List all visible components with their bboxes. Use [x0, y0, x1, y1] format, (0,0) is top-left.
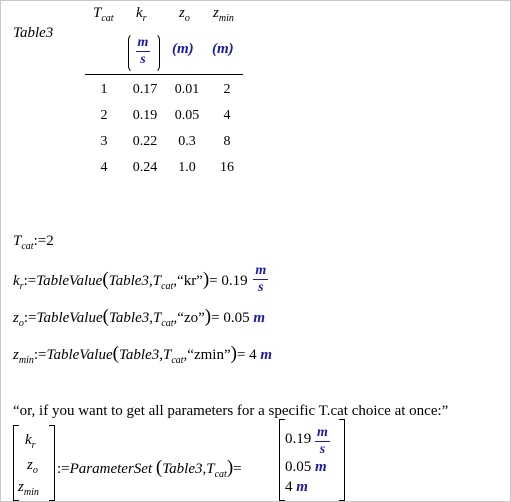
- table-row: [85, 77, 247, 103]
- kr-result-unit: [253, 263, 268, 296]
- vec-zo-sub: o: [32, 465, 38, 476]
- func-name: ParameterSet: [69, 461, 153, 477]
- unit-kr-fraction: [136, 35, 151, 68]
- header-zo-sub: o: [184, 13, 190, 24]
- header-zmin-base: z: [213, 5, 219, 21]
- table-cell[interactable]: 8: [223, 134, 231, 149]
- assign-tcat[interactable]: [13, 233, 54, 250]
- header-tcat-base: T: [93, 5, 102, 21]
- table-cell[interactable]: 16: [220, 160, 234, 175]
- arg-string: “zmin”: [187, 347, 231, 363]
- result-zo: [285, 459, 327, 476]
- zo-result-unit: m: [253, 310, 265, 326]
- table-name[interactable]: Table3: [13, 25, 54, 41]
- vector-left-bracket-close: [49, 425, 55, 501]
- table-divider: [85, 74, 243, 75]
- arg-table: Table3: [162, 461, 203, 477]
- result-kr: [285, 423, 330, 456]
- table-cell[interactable]: 1.0: [178, 160, 196, 175]
- arg-t: T: [152, 272, 162, 289]
- header-kr-sub: r: [142, 13, 147, 24]
- arg-table: Table3: [118, 347, 160, 363]
- table-values[interactable]: [85, 77, 247, 181]
- result-kr-unit-den: s: [319, 442, 326, 457]
- vec-zmin-base: z: [18, 479, 24, 495]
- assign-operator: :=: [33, 233, 47, 249]
- result-zo-unit: m: [315, 459, 327, 475]
- func-name: TableValue: [46, 347, 113, 363]
- table-cell[interactable]: 4: [100, 160, 108, 175]
- zmin-definition[interactable]: $z_{min}:=TableValue(Table3,T_{cat},“zmin”)= 4$ m: [13, 343, 273, 366]
- close-paren: ): [226, 457, 234, 478]
- header-zo: [179, 5, 190, 22]
- open-paren: (: [102, 306, 109, 327]
- arg-t: T: [162, 347, 172, 363]
- header-tcat-sub: cat: [101, 13, 114, 24]
- zo-lhs-sub: o: [18, 318, 24, 329]
- assign-tcat-lhs: T: [13, 233, 22, 249]
- open-paren: (: [112, 343, 119, 364]
- open-paren: (: [155, 457, 163, 478]
- result-zmin-value: 4: [285, 479, 293, 495]
- table-cell[interactable]: 0.3: [178, 134, 196, 149]
- result-zo-value: 0.05: [285, 459, 312, 475]
- func-name: TableValue: [36, 310, 103, 326]
- table-cell[interactable]: 2: [100, 108, 108, 123]
- table-cell[interactable]: 0.01: [174, 82, 200, 97]
- table-row: [85, 129, 247, 155]
- assign-tcat-value: 2: [46, 233, 54, 249]
- vector-item-zmin: [18, 479, 39, 496]
- zmin-lhs-sub: min: [18, 355, 34, 366]
- vector-item-zo: [27, 457, 38, 474]
- header-zmin-sub: min: [218, 13, 234, 24]
- zo-lhs: z: [13, 310, 19, 326]
- header-zmin: [213, 5, 234, 22]
- header-kr-base: k: [136, 5, 143, 21]
- assign-operator: :=: [23, 310, 37, 326]
- vector-item-kr: [25, 432, 36, 449]
- arg-table: Table3: [108, 310, 150, 326]
- close-paren: ): [230, 343, 237, 364]
- result-bracket-close: [339, 419, 345, 501]
- table-row: [85, 155, 247, 181]
- kr-lhs: k: [13, 272, 20, 289]
- zo-result: = 0.05: [211, 310, 250, 326]
- table-cell[interactable]: 0.22: [132, 134, 158, 149]
- vec-zo-base: z: [27, 457, 33, 473]
- table-cell[interactable]: 0.05: [174, 108, 200, 123]
- table-cell[interactable]: 2: [223, 82, 231, 97]
- table-cell[interactable]: 0.17: [132, 82, 158, 97]
- kr-lhs-sub: r: [19, 280, 24, 292]
- header-zo-base: z: [179, 5, 185, 21]
- unit-zo: (m): [172, 41, 194, 57]
- result-kr-value: 0.19: [285, 430, 312, 447]
- arg-table: Table3: [108, 272, 149, 289]
- kr-definition[interactable]: $k_r:=TableValue(Table3,T_{cat},“kr”)= 0.19$ $\frac{m}{s}$: [13, 263, 267, 295]
- func-name: TableValue: [36, 272, 103, 289]
- table-cell[interactable]: 0.24: [132, 160, 158, 175]
- unit-zmin-text: m: [217, 41, 229, 57]
- result-kr-unit-num: m: [317, 425, 328, 440]
- close-paren: ): [202, 268, 210, 290]
- zmin-lhs: z: [13, 347, 19, 363]
- assign-tcat-lhs-sub: cat: [21, 241, 34, 252]
- arg-t-sub: cat: [214, 469, 227, 480]
- arg-string: “kr”: [177, 272, 203, 289]
- kr-unit-num: m: [255, 263, 267, 278]
- arg-t: T: [206, 461, 215, 477]
- table-row: [85, 103, 247, 129]
- zmin-result: = 4: [236, 347, 257, 363]
- equals-sign: =: [233, 461, 242, 477]
- vec-zmin-sub: min: [23, 487, 39, 498]
- close-paren: ): [204, 306, 212, 327]
- zo-definition[interactable]: $z_o:=TableValue(Table3,T_{cat},“zo”)= 0.05$ m: [13, 306, 265, 329]
- unit-kr-num: m: [137, 35, 149, 50]
- unit-zmin: (m): [212, 41, 234, 57]
- arg-string: “zo”: [177, 310, 205, 326]
- unit-kr: [134, 35, 152, 68]
- arg-t: T: [152, 310, 162, 326]
- vec-kr-base: k: [25, 432, 32, 448]
- arg-t-sub: cat: [161, 280, 174, 292]
- note-text[interactable]: “or, if you want to get all parameters for a specific T.cat choice at once:”: [13, 403, 449, 419]
- table-cell[interactable]: 0.19: [132, 108, 158, 123]
- result-kr-unit: [315, 425, 330, 458]
- table-cell[interactable]: 4: [223, 108, 231, 123]
- open-paren: (: [102, 268, 109, 290]
- table-cell[interactable]: 1: [100, 82, 108, 97]
- kr-result: = 0.19: [209, 272, 248, 289]
- result-zmin: [285, 479, 308, 496]
- assign-operator: :=: [23, 272, 37, 289]
- header-kr: [136, 5, 147, 22]
- arg-t-sub: cat: [171, 355, 184, 366]
- unit-kr-den: s: [140, 52, 146, 67]
- result-zmin-unit: m: [296, 479, 308, 495]
- table-cell[interactable]: 3: [100, 134, 108, 149]
- kr-unit-den: s: [258, 280, 264, 295]
- unit-zo-text: m: [177, 41, 189, 57]
- vec-kr-sub: r: [31, 440, 36, 451]
- header-tcat: [93, 5, 114, 22]
- assign-operator: :=: [33, 347, 47, 363]
- zmin-result-unit: m: [260, 347, 273, 363]
- paramset-call[interactable]: :=ParameterSet $(Table3,T_{cat})=$: [57, 457, 242, 480]
- assign-operator: :=: [57, 461, 70, 477]
- arg-t-sub: cat: [161, 318, 174, 329]
